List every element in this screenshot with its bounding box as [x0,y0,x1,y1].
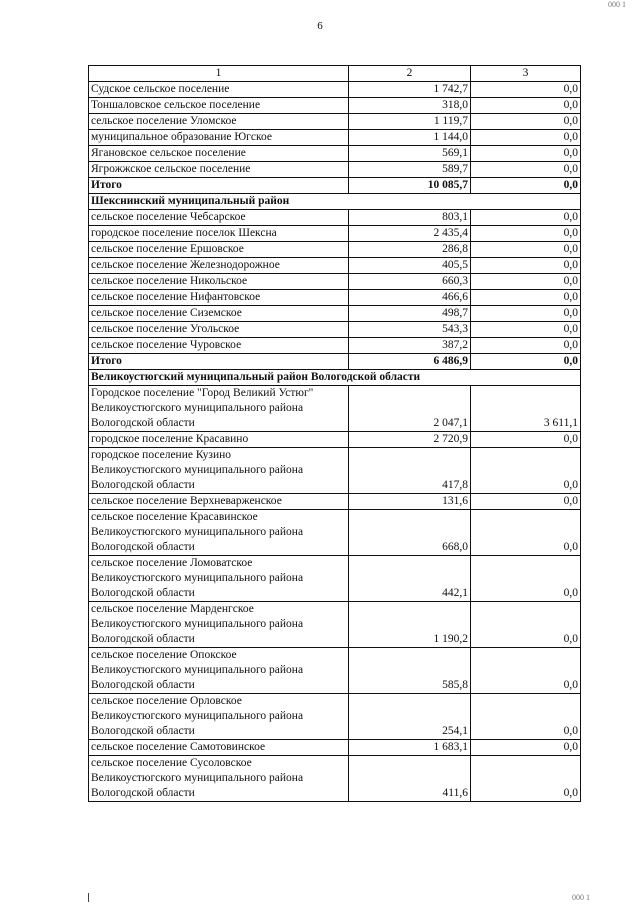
row-name-line: Великоустюгского муниципального района [91,572,304,584]
row-value-col3: 0,0 [471,130,581,146]
row-value-col2: 387,2 [349,338,471,354]
table-row [89,82,581,98]
row-value-col2: 466,6 [349,290,471,306]
row-value-col3: 0,0 [471,338,581,354]
section-heading-row [89,370,581,386]
row-name: сельское поселение Чуровское [89,338,349,354]
row-name [89,448,349,494]
row-value-col3: 0,0 [471,162,581,178]
row-value-col3: 0,0 [471,740,581,756]
table-row [89,648,581,694]
row-value-col3: 0,0 [471,306,581,322]
row-value-col2: 543,3 [349,322,471,338]
row-value-col2: 569,1 [349,146,471,162]
header-cell-3: 3 [471,66,581,82]
row-value-col2: 442,1 [349,556,471,602]
row-value-col3: 0,0 [471,290,581,306]
total-row [89,178,581,194]
table-row [89,740,581,756]
row-name: Тоншаловское сельское поселение [89,98,349,114]
row-name [89,510,349,556]
row-name-line: Вологодской области [91,541,195,553]
section-heading-row [89,194,581,210]
row-value-col3: 0,0 [471,242,581,258]
budget-table [88,65,581,802]
row-name: сельское поселение Угольское [89,322,349,338]
row-name: Итого [89,354,349,370]
row-name-line: городское поселение Кузино [91,449,232,461]
table-row [89,274,581,290]
header-cell-1: 1 [89,66,349,82]
row-name: сельское поселение Самотовинское [89,740,349,756]
table-row [89,162,581,178]
table-row [89,258,581,274]
row-value-col2: 1 683,1 [349,740,471,756]
row-value-col3: 0,0 [471,98,581,114]
row-name-line: Вологодской области [91,679,195,691]
row-name-line: Великоустюгского муниципального района [91,772,304,784]
row-name-line: Великоустюгского муниципального района [91,526,304,538]
row-name: сельское поселение Ершовское [89,242,349,258]
table-row [89,306,581,322]
row-value-col2: 585,8 [349,648,471,694]
row-value-col2: 589,7 [349,162,471,178]
table-row [89,322,581,338]
row-name [89,694,349,740]
row-name-line: Вологодской области [91,633,195,645]
row-value-col2: 2 435,4 [349,226,471,242]
row-value-col3: 0,0 [471,510,581,556]
row-name: городское поселение Красавино [89,432,349,448]
row-name-line: сельское поселение Ломоватское [91,557,253,569]
row-name-line: Великоустюгского муниципального района [91,402,304,414]
row-name-line: Вологодской области [91,725,195,737]
corner-mark-bottom: 000 1 [572,893,590,902]
row-value-col2: 2 720,9 [349,432,471,448]
row-value-col3: 0,0 [471,82,581,98]
row-name-line: сельское поселение Красавинское [91,511,258,523]
row-name: сельское поселение Железнодорожное [89,258,349,274]
table-row [89,448,581,494]
section-heading: Великоустюгский муниципальный район Вологодской области [89,370,581,386]
corner-mark-top: 000 1 [608,0,626,9]
row-name [89,556,349,602]
page-number: 6 [317,20,323,32]
row-name-line: Великоустюгского муниципального района [91,664,304,676]
row-value-col3: 0,0 [471,226,581,242]
row-name-line: сельское поселение Опокское [91,649,237,661]
row-value-col2: 10 085,7 [349,178,471,194]
table-row [89,510,581,556]
row-value-col2: 1 190,2 [349,602,471,648]
row-value-col3: 0,0 [471,178,581,194]
row-value-col2: 417,8 [349,448,471,494]
row-name: городское поселение поселок Шексна [89,226,349,242]
row-value-col3: 0,0 [471,146,581,162]
row-value-col2: 803,1 [349,210,471,226]
table-row [89,290,581,306]
row-name: сельское поселение Сиземское [89,306,349,322]
row-name-line: сельское поселение Марденгское [91,603,254,615]
row-value-col3: 0,0 [471,274,581,290]
row-value-col3: 0,0 [471,602,581,648]
row-value-col2: 660,3 [349,274,471,290]
row-name: Ягановское сельское поселение [89,146,349,162]
row-value-col3: 0,0 [471,322,581,338]
row-name-line: Вологодской области [91,587,195,599]
table-row [89,338,581,354]
row-value-col3: 0,0 [471,694,581,740]
row-value-col2: 1 144,0 [349,130,471,146]
row-name-line: Вологодской области [91,479,195,491]
table-row [89,114,581,130]
table-row [89,98,581,114]
row-value-col2: 254,1 [349,694,471,740]
row-value-col2: 1 119,7 [349,114,471,130]
row-name [89,648,349,694]
row-name-line: Вологодской области [91,417,195,429]
table-row [89,210,581,226]
row-value-col3: 0,0 [471,210,581,226]
row-value-col3: 0,0 [471,556,581,602]
table-row [89,694,581,740]
row-name: сельское поселение Уломское [89,114,349,130]
table-row [89,756,581,802]
row-name-line: Великоустюгского муниципального района [91,710,304,722]
row-name-line: сельское поселение Сусоловское [91,757,252,769]
row-name-line: сельское поселение Орловское [91,695,242,707]
row-value-col2: 286,8 [349,242,471,258]
row-value-col2: 498,7 [349,306,471,322]
row-value-col2: 131,6 [349,494,471,510]
table-row [89,146,581,162]
row-name: муниципальное образование Югское [89,130,349,146]
row-value-col3: 0,0 [471,114,581,130]
header-cell-2: 2 [349,66,471,82]
row-name: сельское поселение Чебсарское [89,210,349,226]
table-body [89,66,581,802]
row-value-col3: 0,0 [471,494,581,510]
row-name: сельское поселение Верхневарженское [89,494,349,510]
row-value-col2: 1 742,7 [349,82,471,98]
row-name [89,602,349,648]
row-name: сельское поселение Нифантовское [89,290,349,306]
row-value-col3: 0,0 [471,432,581,448]
row-value-col3: 0,0 [471,258,581,274]
row-name: Ягрожжское сельское поселение [89,162,349,178]
row-value-col2: 668,0 [349,510,471,556]
table-row [89,242,581,258]
row-value-col2: 2 047,1 [349,386,471,432]
row-value-col2: 6 486,9 [349,354,471,370]
row-name: Итого [89,178,349,194]
table-row [89,494,581,510]
row-value-col3: 3 611,1 [471,386,581,432]
table-row [89,556,581,602]
table-row [89,432,581,448]
total-row [89,354,581,370]
row-value-col2: 405,5 [349,258,471,274]
row-name [89,756,349,802]
row-value-col2: 411,6 [349,756,471,802]
table-row [89,130,581,146]
row-value-col3: 0,0 [471,756,581,802]
row-value-col3: 0,0 [471,354,581,370]
row-name-line: Городское поселение "Город Великий Устюг" [91,387,314,399]
row-name-line: Великоустюгского муниципального района [91,464,304,476]
row-name-line: Великоустюгского муниципального района [91,618,304,630]
row-value-col3: 0,0 [471,448,581,494]
table-row [89,226,581,242]
row-value-col2: 318,0 [349,98,471,114]
table-row [89,386,581,432]
row-name: сельское поселение Никольское [89,274,349,290]
section-heading: Шекснинский муниципальный район [89,194,581,210]
row-name: Судское сельское поселение [89,82,349,98]
table-header-row [89,66,581,82]
table-row [89,602,581,648]
row-value-col3: 0,0 [471,648,581,694]
row-name-line: Вологодской области [91,787,195,799]
margin-mark [88,893,89,902]
row-name [89,386,349,432]
